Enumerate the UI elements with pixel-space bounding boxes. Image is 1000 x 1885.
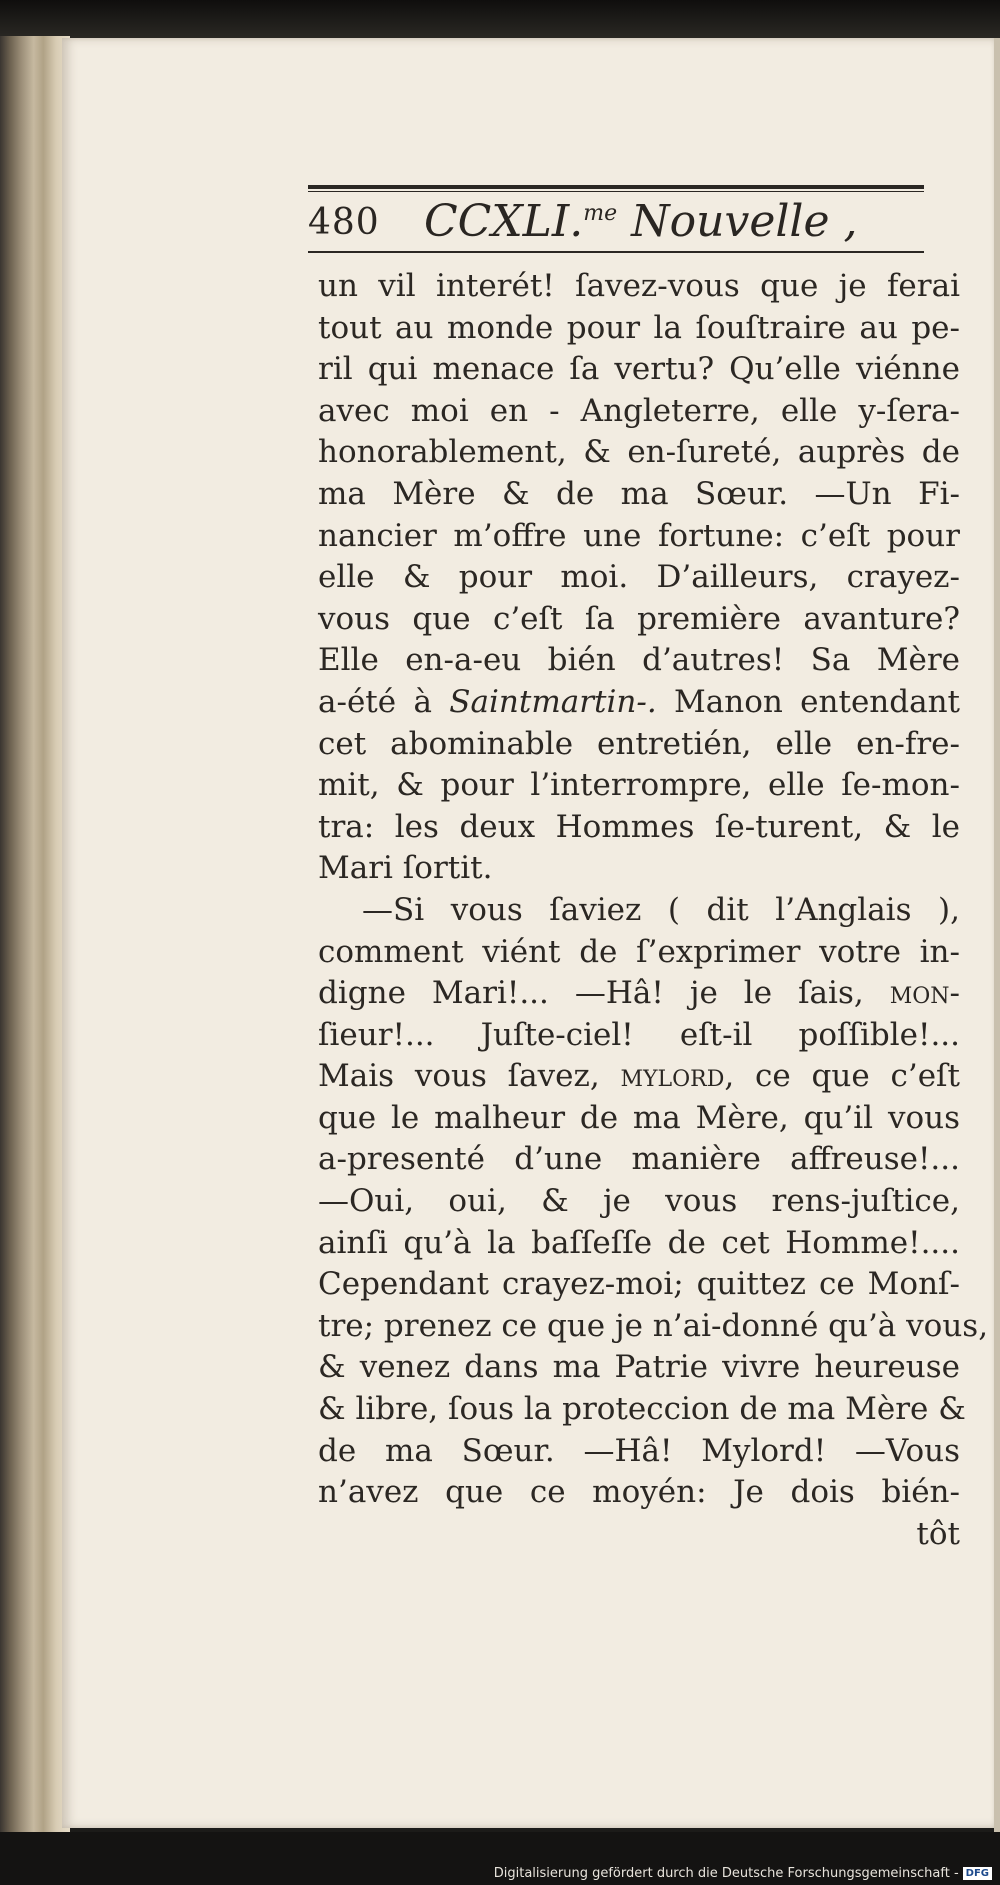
text-line: ril qui menace ſa vertu? Qu’elle viénne xyxy=(318,351,960,388)
text-line: —Oui, oui, & je vous rens-juſtice, xyxy=(318,1183,960,1220)
text-line: tra: les deux Hommes ſe-turent, & le xyxy=(318,808,960,845)
text-line: & libre, ſous la proteccion de ma Mère & xyxy=(318,1391,966,1428)
text-line: a-presenté d’une manière affreuse!... xyxy=(318,1141,960,1178)
page-number: 480 xyxy=(308,202,380,243)
text-line: que le malheur de ma Mère, qu’il vous xyxy=(318,1099,960,1136)
running-title-word: Nouvelle , xyxy=(617,196,858,247)
text-line: tre; prenez ce que je n’ai-donné qu’à vous, xyxy=(318,1307,989,1344)
text-line: Mais vous ſavez, mylord, ce que c’eſt xyxy=(318,1058,960,1095)
text-line: digne Mari!... —Hâ! je le ſais, mon- xyxy=(318,975,960,1012)
text-line: comment viént de ſ’exprimer votre in- xyxy=(318,933,960,970)
dfg-logo-icon: DFG xyxy=(963,1867,992,1880)
page-header xyxy=(308,194,928,250)
text-line: & venez dans ma Patrie vivre heureuse xyxy=(318,1349,960,1386)
text-line: tout au monde pour la ſouſtraire au pe- xyxy=(318,309,960,346)
text-line: vous que c’eſt ſa première avanture? xyxy=(318,600,960,637)
catchword: tôt xyxy=(916,1515,960,1552)
text-line: de ma Sœur. —Hâ! Mylord! —Vous xyxy=(318,1432,960,1469)
text-line: a-été à Saintmartin-. Manon entendant xyxy=(318,683,961,720)
text-line: ſieur!... Juſte-ciel! eſt-il poſſible!... xyxy=(318,1016,960,1053)
text-line: nancier m’offre une fortune: c’eſt pour xyxy=(318,517,960,554)
text-line: Cependant crayez-moi; quittez ce Monſ- xyxy=(318,1266,960,1303)
smallcaps-word: mylord xyxy=(620,1058,725,1095)
text-line: Mari ſortit. xyxy=(318,850,493,887)
text-line: honorablement, & en-ſureté, auprès de xyxy=(318,434,960,471)
running-title-superscript: me xyxy=(583,201,618,226)
text-line: elle & pour moi. D’ailleurs, crayez- xyxy=(318,559,960,596)
smallcaps-word: mon- xyxy=(889,975,960,1012)
italic-place-name: Saintmartin-. xyxy=(449,683,657,720)
running-title xyxy=(424,196,858,247)
text-line: cet abominable entretién, elle en-fre- xyxy=(318,725,960,762)
text-line: Elle en-a-eu bién d’autres! Sa Mère xyxy=(318,642,960,679)
text-line: ainſi qu’à la baſſeſſe de cet Homme!.... xyxy=(318,1224,960,1261)
body-text xyxy=(318,266,989,1555)
scan-top-band xyxy=(0,0,1000,38)
scan-right-band xyxy=(994,38,1000,1838)
text-line: mit, & pour l’interrompre, elle ſe-mon- xyxy=(318,767,960,804)
running-title-roman: CCXLI. xyxy=(424,196,584,247)
text-line: avec moi en - Angleterre, elle y-ſera- xyxy=(318,392,960,429)
digitization-credit xyxy=(494,1866,992,1881)
credit-text: Digitalisierung gefördert durch die Deutsche Forschungsgemeinschaft - xyxy=(493,1866,959,1881)
text-line: —Si vous ſaviez ( dit l’Anglais ), xyxy=(362,891,960,928)
text-line: n’avez que ce moyén: Je dois bién- xyxy=(318,1474,960,1511)
header-rule-bottom xyxy=(308,251,924,253)
header-rule-top xyxy=(308,185,924,189)
text-line: un vil interét! ſavez-vous que je ferai xyxy=(318,268,960,304)
header-rule-top-thin xyxy=(308,191,924,192)
book-page-edges xyxy=(0,36,70,1834)
text-line: ma Mère & de ma Sœur. —Un Fi- xyxy=(318,475,960,512)
